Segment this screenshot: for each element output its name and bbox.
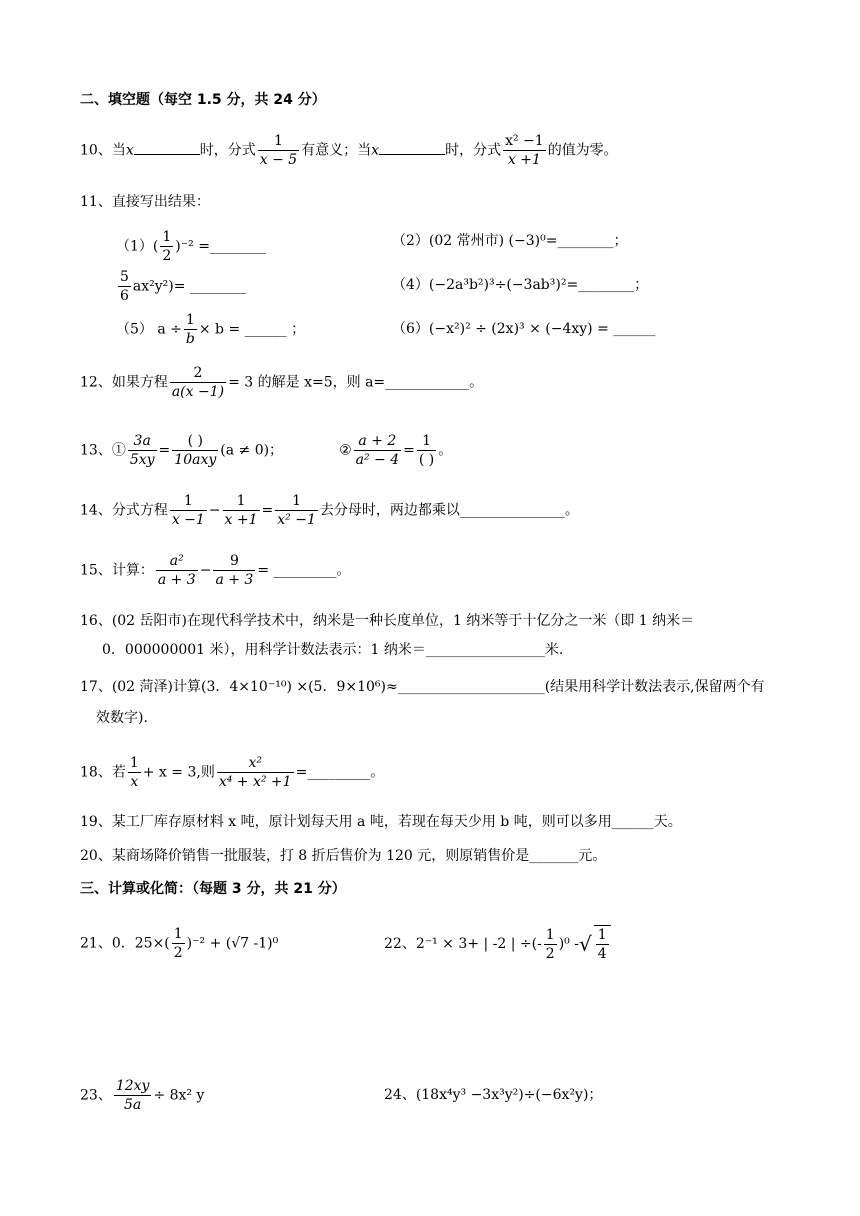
q11-p1-text-a: （1）( [116,238,159,255]
question-18 [80,754,384,791]
q15-text-b: = _________。 [257,562,351,579]
q11-p1-text-b: )⁻² =________ [175,238,266,255]
q11-part-5 [116,311,305,348]
q14-fraction-2: $\frac{1}{x +1}$ [224,493,258,528]
sqrt-sign-icon: √ [578,932,592,956]
q18-fraction-2: $\frac{\text{x²}}{\text{x⁴ + x² +1}}$ [218,755,292,790]
q18-fraction-1: $\frac{1}{x}$ [129,755,139,790]
q18-text-b: + x = 3,则 [142,764,215,781]
q14-text-b: 去分母时，两边都乘以_______________。 [319,502,579,519]
q11-part-6: （6）(−x²)² ÷ (2x)³ × (−4xy) = ______ [392,321,656,337]
q10-var-1: x [125,142,134,159]
section-2-title: 二、填空题（每空 1.5 分，共 24 分） [80,92,326,108]
q11-part-3 [116,268,246,305]
q11-part-4: （4）(−2a³b²)³÷(−3ab³)²=________； [392,277,649,293]
question-14 [80,492,579,529]
q11-p3-fraction: $\frac{5}{6}$ [120,269,129,304]
q10-text-2: 时，分式 [199,142,256,159]
question-10 [80,132,618,169]
question-16-line-1: 16、(02 岳阳市)在现代科学技术中，纳米是一种长度单位，1 纳米等于十亿分之一米（即 1 纳米＝ [80,613,695,629]
section-3-title: 三、计算或化简：（每题 3 分，共 21 分） [80,881,346,897]
q11-p5-fraction: $\frac{1}{b}$ [185,312,195,347]
q22-fraction: $\frac{1}{2}$ [545,926,555,962]
q14-fraction-1: $\frac{1}{x -1}$ [171,493,205,528]
q11-part-1 [116,228,266,265]
q21-text-a: 21、0．25×( [80,935,170,952]
q21-text-b: )⁻² + (√7 -1)⁰ [186,935,279,952]
q13-text-d: 。 [438,442,453,459]
q14-fraction-3: $\frac{1}{\text{x² −1}}$ [277,493,316,528]
q15-fraction-2: $\frac{9}{a + 3}$ [215,553,254,588]
q15-minus: − [199,562,212,579]
question-15 [80,552,351,589]
q10-text-3: 有意义；当 [301,142,372,159]
q12-fraction: $\frac{2}{a(x -1)}$ [171,365,225,400]
q13-fraction-3: $\frac{a + 2}{\text{a² − 4}}$ [355,433,400,468]
q15-text-a: 15、计算： [80,562,154,579]
q14-eq: = [261,502,274,519]
q18-text-c: =_________。 [295,764,385,781]
q14-minus: − [208,502,221,519]
q21-fraction: $\frac{1}{2}$ [173,926,183,961]
q11-part-2: （2）(02 常州市) (−3)⁰=________； [392,233,628,249]
q11-p1-fraction: $\frac{1}{2}$ [162,229,172,264]
q10-text-4: 时，分式 [445,142,502,159]
question-17-line-1: 17、(02 菏泽)计算(3．4×10⁻¹⁰) ×(5．9×10⁶)≈_____________________(结果用科学计数法表示,保留两个有 [80,679,765,695]
q10-blank-1[interactable] [134,140,200,155]
question-12 [80,364,483,401]
q14-text-a: 14、分式方程 [80,502,168,519]
q10-fraction-1: $\frac{1}{x - 5}$ [259,133,298,168]
q13-eq-1: = [158,442,171,459]
q22-text-a: 22、2⁻¹ × 3+ | -2 | ÷(- [384,936,542,952]
q13-text-b: (a ≠ 0)； [220,442,284,459]
q15-fraction-1: $\frac{\text{a²}}{a + 3}$ [157,553,196,588]
q12-text-b: = 3 的解是 x=5，则 a=____________。 [228,374,484,391]
q23-text-b: ÷ 8x² y [153,1087,205,1104]
q11-p5-text-a: （5） a ÷ [116,321,182,338]
q18-text-a: 18、若 [80,764,126,781]
q23-text-a: 23、 [80,1087,112,1104]
question-19: 19、某工厂库存原材料 x 吨，原计划每天用 a 吨，若现在每天少用 b 吨，则可以多用______天。 [80,814,682,830]
q11-p3-text-b: ax²y²)= ________ [132,278,246,295]
q12-text-a: 12、如果方程 [80,374,168,391]
q22-sqrt-fraction: $\frac{1}{4}$ [594,925,611,963]
q23-fraction: $\frac{12xy}{5a}$ [115,1078,150,1113]
q10-fraction-2: $\frac{\text{x² −1}}{x +1}$ [505,133,544,168]
q13-text-c: ② [339,442,352,459]
question-21 [80,925,278,962]
question-17-line-2: 效数字). [96,710,148,726]
q10-var-2: x [371,142,380,159]
question-23 [80,1077,204,1114]
q13-fraction-1: $\frac{3a}{5xy}$ [129,433,155,468]
q22-text-b: )⁰ - [558,936,579,952]
q11-p5-text-b: × b = ______ ； [198,321,306,338]
question-11-title: 11、直接写出结果： [80,194,210,210]
q10-blank-2[interactable] [379,140,445,155]
q10-text-5: 的值为零。 [547,142,618,159]
q10-text-1: 10、当 [80,142,126,159]
q13-text-a: 13、① [80,442,126,459]
q13-eq-2: = [403,442,415,459]
q13-fraction-4: 1 ( ) [418,433,435,468]
question-20: 20、某商场降价销售一批服装，打 8 折后售价为 120 元，则原销售价是_______元。 [80,848,607,864]
question-16-line-2: 0．000000001 米），用科学计数法表示：1 纳米＝_________________米. [102,642,564,658]
question-13 [80,432,452,469]
question-22 [384,925,613,963]
question-24: 24、(18x⁴y³ −3x³y²)÷(−6x²y)； [384,1087,603,1103]
q13-fraction-2: ( ) 10axy [174,433,217,468]
